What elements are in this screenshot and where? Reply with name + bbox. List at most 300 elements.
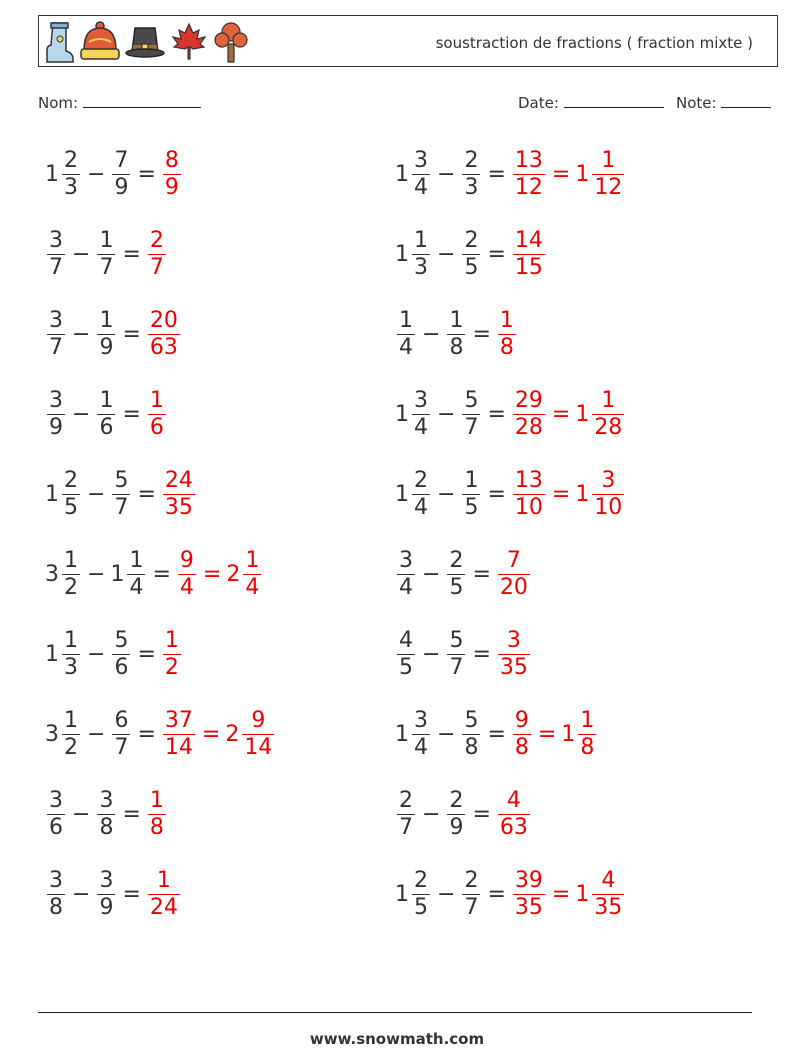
problem-row	[45, 784, 168, 844]
answer-improper-fraction	[148, 868, 180, 921]
answer	[496, 548, 532, 601]
answer-improper-fraction	[178, 548, 196, 601]
minus-sign: −	[437, 161, 456, 187]
subtrahend-denominator: 9	[449, 814, 464, 840]
equals-sign: =	[122, 881, 141, 907]
answer-improper-fraction	[148, 388, 166, 441]
answer-equals-sign: =	[551, 161, 571, 187]
minuend-fraction	[62, 708, 80, 761]
problem-row	[395, 624, 532, 684]
answer-improper-numerator: 3	[506, 627, 521, 653]
answer-equals-sign: =	[551, 401, 571, 427]
autumn-tree-icon	[213, 20, 249, 64]
subtrahend-fraction	[112, 468, 130, 521]
subtrahend-numerator: 5	[114, 467, 129, 493]
minuend-fraction	[47, 868, 65, 921]
answer	[161, 148, 183, 201]
equals-sign: =	[137, 641, 156, 667]
header-icons	[45, 19, 249, 65]
minuend-denominator: 7	[49, 254, 63, 280]
subtrahend-fraction	[462, 468, 480, 521]
equals-sign: =	[472, 321, 491, 347]
minuend-fraction	[47, 308, 65, 361]
minuend-whole: 1	[395, 241, 409, 267]
answer-improper-numerator: 13	[514, 467, 543, 493]
answer-improper-denominator: 35	[164, 494, 193, 520]
subtrahend-denominator: 5	[449, 574, 464, 600]
equals-sign: =	[472, 801, 491, 827]
subtrahend-numerator: 1	[99, 227, 114, 253]
minuend-denominator: 4	[399, 334, 413, 360]
answer-improper-denominator: 12	[514, 174, 543, 200]
minuend-fraction	[62, 148, 80, 201]
answer-improper-denominator: 2	[164, 654, 179, 680]
answer	[161, 708, 276, 761]
answer	[496, 628, 532, 681]
name-label: Nom:	[38, 94, 79, 112]
minuend-whole: 1	[45, 481, 59, 507]
answer-improper-numerator: 1	[164, 627, 179, 653]
subtrahend-numerator: 3	[99, 787, 114, 813]
minuend-whole: 1	[395, 161, 409, 187]
subtrahend-numerator: 2	[464, 227, 479, 253]
answer	[511, 388, 626, 441]
minus-sign: −	[437, 881, 456, 907]
problem-row	[395, 784, 532, 844]
minus-sign: −	[72, 881, 91, 907]
subtrahend-fraction	[447, 308, 465, 361]
equals-sign: =	[472, 561, 491, 587]
minus-sign: −	[72, 321, 91, 347]
subtrahend-denominator: 7	[464, 414, 479, 440]
subtrahend-denominator: 8	[99, 814, 114, 840]
minuend-denominator: 5	[414, 894, 428, 920]
minuend-numerator: 2	[64, 467, 78, 493]
minuend-denominator: 2	[64, 734, 78, 760]
answer-mixed-numerator: 1	[601, 387, 616, 413]
answer-improper-numerator: 8	[164, 147, 179, 173]
subtrahend-numerator: 7	[114, 147, 129, 173]
subtrahend-denominator: 7	[449, 654, 464, 680]
date-label: Date:	[518, 94, 559, 112]
answer-mixed-whole: 1	[575, 881, 590, 907]
equals-sign: =	[487, 481, 506, 507]
pilgrim-hat-icon	[125, 20, 165, 64]
minuend-numerator: 3	[49, 787, 63, 813]
subtrahend-numerator: 2	[449, 547, 464, 573]
minuend-whole: 3	[45, 561, 59, 587]
problem-row	[395, 224, 547, 284]
answer	[161, 468, 197, 521]
subtrahend-denominator: 6	[99, 414, 114, 440]
answer-improper-denominator: 35	[514, 894, 543, 920]
name-field	[38, 93, 201, 112]
minuend-numerator: 1	[64, 547, 78, 573]
minuend-numerator: 3	[49, 307, 63, 333]
minuend-whole: 1	[395, 881, 409, 907]
note-field	[676, 93, 771, 112]
subtrahend-fraction	[447, 628, 465, 681]
minuend-fraction	[47, 788, 65, 841]
subtrahend-denominator: 6	[114, 654, 129, 680]
equals-sign: =	[122, 321, 141, 347]
answer-improper-fraction	[148, 788, 166, 841]
minus-sign: −	[437, 401, 456, 427]
answer-mixed-whole: 1	[575, 481, 590, 507]
equals-sign: =	[487, 241, 506, 267]
equals-sign: =	[137, 161, 156, 187]
equals-sign: =	[122, 801, 141, 827]
equals-sign: =	[487, 881, 506, 907]
minuend-fraction	[62, 548, 80, 601]
minuend-numerator: 3	[49, 227, 63, 253]
answer	[511, 148, 626, 201]
date-blank[interactable]	[564, 93, 664, 108]
problem-row	[395, 864, 626, 924]
answer-mixed-fraction	[592, 388, 624, 441]
answer-mixed-denominator: 4	[245, 574, 260, 600]
minuend-denominator: 8	[49, 894, 63, 920]
answer-improper-numerator: 1	[156, 867, 171, 893]
minuend-denominator: 4	[414, 174, 428, 200]
header-box	[38, 15, 778, 67]
minuend-numerator: 3	[49, 387, 63, 413]
answer-improper-denominator: 35	[499, 654, 528, 680]
subtrahend-denominator: 7	[464, 894, 479, 920]
subtrahend-denominator: 5	[464, 254, 479, 280]
minus-sign: −	[72, 801, 91, 827]
worksheet-title: soustraction de fractions ( fraction mixte )	[435, 34, 753, 52]
minuend-denominator: 3	[64, 174, 78, 200]
subtrahend-fraction	[462, 148, 480, 201]
note-blank[interactable]	[721, 93, 771, 108]
answer-improper-denominator: 8	[149, 814, 164, 840]
subtrahend-numerator: 1	[464, 467, 479, 493]
answer-improper-numerator: 39	[514, 867, 543, 893]
name-blank[interactable]	[83, 93, 201, 108]
answer-improper-numerator: 29	[514, 387, 543, 413]
subtrahend-denominator: 4	[129, 574, 144, 600]
minus-sign: −	[422, 561, 441, 587]
answer-mixed-denominator: 35	[594, 894, 623, 920]
answer-improper-numerator: 13	[514, 147, 543, 173]
answer	[146, 868, 182, 921]
problem-row	[45, 464, 197, 524]
answer-improper-numerator: 20	[149, 307, 178, 333]
minuend-denominator: 4	[414, 734, 428, 760]
minus-sign: −	[437, 481, 456, 507]
subtrahend-fraction	[112, 628, 130, 681]
problem-row	[45, 544, 263, 604]
answer-improper-fraction	[498, 308, 516, 361]
problem-row	[45, 144, 183, 204]
answer-improper-numerator: 14	[514, 227, 543, 253]
answer-mixed-fraction	[242, 708, 274, 761]
problem-row	[45, 304, 182, 364]
answer-improper-fraction	[163, 148, 181, 201]
answer	[161, 628, 183, 681]
subtrahend-denominator: 9	[99, 334, 114, 360]
answer-mixed-numerator: 4	[601, 867, 616, 893]
answer	[146, 788, 168, 841]
answer-improper-numerator: 1	[499, 307, 514, 333]
problem-row	[395, 384, 626, 444]
subtrahend-numerator: 2	[464, 147, 479, 173]
subtrahend-whole: 1	[110, 561, 125, 587]
subtrahend-fraction	[97, 228, 115, 281]
answer-improper-fraction	[148, 308, 180, 361]
minuend-denominator: 9	[49, 414, 63, 440]
minus-sign: −	[72, 241, 91, 267]
answer-improper-denominator: 9	[164, 174, 179, 200]
minuend-numerator: 3	[414, 387, 428, 413]
minuend-whole: 1	[395, 721, 409, 747]
equals-sign: =	[122, 401, 141, 427]
answer-mixed-numerator: 9	[251, 707, 266, 733]
answer-mixed-numerator: 3	[601, 467, 616, 493]
minuend-fraction	[397, 308, 415, 361]
equals-sign: =	[487, 721, 506, 747]
subtrahend-denominator: 3	[464, 174, 479, 200]
minus-sign: −	[437, 241, 456, 267]
subtrahend-fraction	[112, 708, 130, 761]
subtrahend-fraction	[462, 868, 480, 921]
answer-mixed-numerator: 1	[580, 707, 595, 733]
problem-row	[395, 544, 532, 604]
answer-mixed-numerator: 1	[245, 547, 260, 573]
minus-sign: −	[87, 561, 106, 587]
answer	[511, 708, 598, 761]
subtrahend-numerator: 3	[99, 867, 114, 893]
minuend-numerator: 1	[399, 307, 413, 333]
problem-row	[45, 224, 168, 284]
answer	[496, 308, 518, 361]
answer-mixed-whole: 1	[575, 161, 590, 187]
equals-sign: =	[137, 721, 156, 747]
subtrahend-numerator: 5	[114, 627, 129, 653]
answer-improper-numerator: 1	[149, 387, 164, 413]
date-field	[518, 93, 664, 112]
answer	[511, 468, 626, 521]
subtrahend-numerator: 1	[99, 387, 114, 413]
answer-improper-fraction	[513, 228, 545, 281]
equals-sign: =	[152, 561, 171, 587]
answer-mixed-denominator: 14	[244, 734, 273, 760]
boot-icon	[45, 20, 75, 64]
subtrahend-denominator: 9	[114, 174, 129, 200]
subtrahend-fraction	[447, 548, 465, 601]
minuend-whole: 1	[395, 481, 409, 507]
answer-improper-denominator: 15	[514, 254, 543, 280]
answer-improper-fraction	[163, 628, 181, 681]
minuend-numerator: 1	[64, 707, 78, 733]
minuend-whole: 1	[45, 161, 59, 187]
minuend-whole: 1	[395, 401, 409, 427]
answer	[511, 868, 626, 921]
footer-divider	[38, 1012, 752, 1013]
answer-improper-fraction	[498, 628, 530, 681]
minus-sign: −	[437, 721, 456, 747]
answer-improper-denominator: 7	[149, 254, 164, 280]
answer-improper-denominator: 63	[149, 334, 178, 360]
subtrahend-numerator: 2	[464, 867, 479, 893]
answer-improper-fraction	[513, 868, 545, 921]
subtrahend-denominator: 7	[114, 734, 129, 760]
minuend-fraction	[397, 548, 415, 601]
answer-mixed-fraction	[592, 148, 624, 201]
answer-mixed-denominator: 10	[594, 494, 623, 520]
answer	[146, 308, 182, 361]
answer-mixed-whole: 2	[226, 561, 241, 587]
minuend-numerator: 3	[414, 707, 428, 733]
minuend-denominator: 4	[399, 574, 413, 600]
answer-improper-denominator: 14	[164, 734, 193, 760]
answer-equals-sign: =	[551, 881, 571, 907]
answer-improper-denominator: 24	[149, 894, 178, 920]
subtrahend-numerator: 1	[129, 547, 144, 573]
equals-sign: =	[472, 641, 491, 667]
subtrahend-numerator: 2	[449, 787, 464, 813]
footer-url: www.snowmath.com	[309, 1030, 485, 1048]
minuend-denominator: 4	[414, 494, 428, 520]
minuend-numerator: 2	[64, 147, 78, 173]
answer-improper-fraction	[513, 388, 545, 441]
minus-sign: −	[87, 481, 106, 507]
answer	[146, 228, 168, 281]
answer-improper-fraction	[163, 708, 195, 761]
answer-mixed-denominator: 8	[580, 734, 595, 760]
minuend-fraction	[62, 468, 80, 521]
equals-sign: =	[137, 481, 156, 507]
minus-sign: −	[87, 641, 106, 667]
problem-row	[45, 624, 183, 684]
answer-improper-denominator: 6	[149, 414, 164, 440]
minuend-numerator: 2	[399, 787, 413, 813]
minuend-denominator: 5	[399, 654, 413, 680]
subtrahend-fraction	[97, 788, 115, 841]
subtrahend-denominator: 9	[99, 894, 114, 920]
minus-sign: −	[422, 801, 441, 827]
minuend-fraction	[412, 708, 430, 761]
subtrahend-numerator: 1	[449, 307, 464, 333]
answer-improper-fraction	[498, 788, 530, 841]
subtrahend-fraction	[127, 548, 145, 601]
answer-improper-denominator: 4	[179, 574, 194, 600]
minuend-whole: 1	[45, 641, 59, 667]
minuend-numerator: 1	[64, 627, 78, 653]
answer-improper-numerator: 4	[506, 787, 521, 813]
problem-row	[395, 704, 598, 764]
answer-mixed-fraction	[578, 708, 596, 761]
subtrahend-numerator: 1	[99, 307, 114, 333]
subtrahend-numerator: 6	[114, 707, 129, 733]
subtrahend-fraction	[97, 308, 115, 361]
answer-equals-sign: =	[537, 721, 557, 747]
note-label: Note:	[676, 94, 717, 112]
answer-mixed-fraction	[592, 468, 624, 521]
minuend-fraction	[397, 628, 415, 681]
subtrahend-fraction	[447, 788, 465, 841]
answer-equals-sign: =	[551, 481, 571, 507]
subtrahend-numerator: 5	[464, 707, 479, 733]
problem-row	[45, 704, 276, 764]
problem-row	[395, 144, 626, 204]
minuend-fraction	[412, 228, 430, 281]
subtrahend-denominator: 7	[99, 254, 114, 280]
subtrahend-numerator: 5	[464, 387, 479, 413]
answer-improper-numerator: 9	[514, 707, 529, 733]
minuend-denominator: 4	[414, 414, 428, 440]
subtrahend-denominator: 7	[114, 494, 129, 520]
answer-equals-sign: =	[202, 561, 222, 587]
answer-mixed-whole: 1	[575, 401, 590, 427]
answer-improper-numerator: 1	[149, 787, 164, 813]
minuend-denominator: 3	[64, 654, 78, 680]
answer-mixed-denominator: 12	[594, 174, 623, 200]
subtrahend-fraction	[112, 148, 130, 201]
subtrahend-fraction	[462, 228, 480, 281]
answer	[511, 228, 547, 281]
answer-improper-fraction	[513, 148, 545, 201]
subtrahend-fraction	[462, 388, 480, 441]
subtrahend-denominator: 5	[464, 494, 479, 520]
minuend-fraction	[412, 148, 430, 201]
minuend-fraction	[412, 868, 430, 921]
answer-mixed-fraction	[592, 868, 624, 921]
answer-improper-numerator: 24	[164, 467, 193, 493]
answer-mixed-denominator: 28	[594, 414, 623, 440]
minuend-denominator: 7	[399, 814, 413, 840]
answer-improper-numerator: 2	[149, 227, 164, 253]
minuend-fraction	[47, 388, 65, 441]
answer-improper-denominator: 8	[514, 734, 529, 760]
maple-leaf-icon	[169, 20, 209, 64]
answer-improper-fraction	[148, 228, 166, 281]
minuend-denominator: 7	[49, 334, 63, 360]
equals-sign: =	[487, 401, 506, 427]
problem-row	[45, 864, 182, 924]
minuend-denominator: 3	[414, 254, 428, 280]
minuend-numerator: 3	[49, 867, 63, 893]
answer-improper-fraction	[513, 708, 531, 761]
minuend-fraction	[47, 228, 65, 281]
minuend-fraction	[412, 388, 430, 441]
minuend-numerator: 4	[399, 627, 413, 653]
problem-row	[45, 384, 168, 444]
answer	[176, 548, 263, 601]
minuend-numerator: 1	[414, 227, 428, 253]
answer-equals-sign: =	[201, 721, 221, 747]
minuend-numerator: 2	[414, 867, 428, 893]
subtrahend-fraction	[97, 868, 115, 921]
answer-improper-numerator: 37	[164, 707, 193, 733]
answer-improper-denominator: 8	[499, 334, 514, 360]
minuend-numerator: 2	[414, 467, 428, 493]
minus-sign: −	[87, 721, 106, 747]
subtrahend-fraction	[462, 708, 480, 761]
answer-improper-numerator: 7	[506, 547, 521, 573]
minus-sign: −	[422, 321, 441, 347]
answer-improper-numerator: 9	[179, 547, 194, 573]
equals-sign: =	[122, 241, 141, 267]
minus-sign: −	[72, 401, 91, 427]
answer-improper-fraction	[163, 468, 195, 521]
answer	[146, 388, 168, 441]
minus-sign: −	[87, 161, 106, 187]
minuend-denominator: 5	[64, 494, 78, 520]
minuend-fraction	[62, 628, 80, 681]
subtrahend-denominator: 8	[464, 734, 479, 760]
